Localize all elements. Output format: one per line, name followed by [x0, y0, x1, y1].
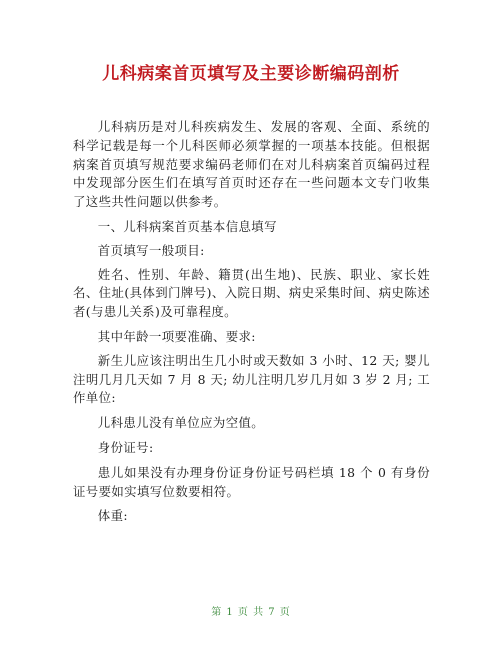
document-body: [73, 118, 430, 532]
section-heading-basic-info: 一、儿科病案首页基本信息填写: [97, 218, 277, 234]
paragraph-age-requirement: 其中年龄一项要准确、要求:: [97, 328, 256, 344]
paragraph-id-number-label: 身份证号:: [97, 439, 154, 455]
document-title: 儿科病案首页填写及主要诊断编码剖析: [102, 64, 400, 84]
paragraph-no-employer: 儿科患儿没有单位应为空值。: [97, 415, 265, 431]
paragraph-intro: 儿科病历是对儿科疾病发生、发展的客观、全面、系统的科学记载是每一个儿科医师必须掌握的一项基本技能。但根据病案首页填写规范要求编码老师们在对儿科病案首页编码过程中发现部分医生们在填写首页时还存在一些问题本文专门收集了这些共性问题以供参考。: [73, 119, 430, 210]
paragraph-general-items-list: 姓名、性别、年龄、籍贯(出生地)、民族、职业、家长姓名、住址(具体到门牌号)、入院日期、病史采集时间、病史陈述者(与患儿关系)及可靠程度。: [73, 266, 430, 320]
page-footer: 第 1 页 共 7 页: [211, 607, 291, 618]
paragraph-id-number-details: 患儿如果没有办理身份证身份证号码栏填 18 个 0 有身份证号要如实填写位数要相符。: [73, 464, 430, 499]
paragraph-age-details: 新生儿应该注明出生几小时或天数如 3 小时、12 天; 婴儿注明几月几天如 7 月 8 天; 幼儿注明几岁几月如 3 岁 2 月; 工作单位:: [73, 352, 430, 406]
paragraph-weight-label: 体重:: [97, 508, 128, 524]
paragraph-general-items-label: 首页填写一般项目:: [97, 242, 205, 258]
